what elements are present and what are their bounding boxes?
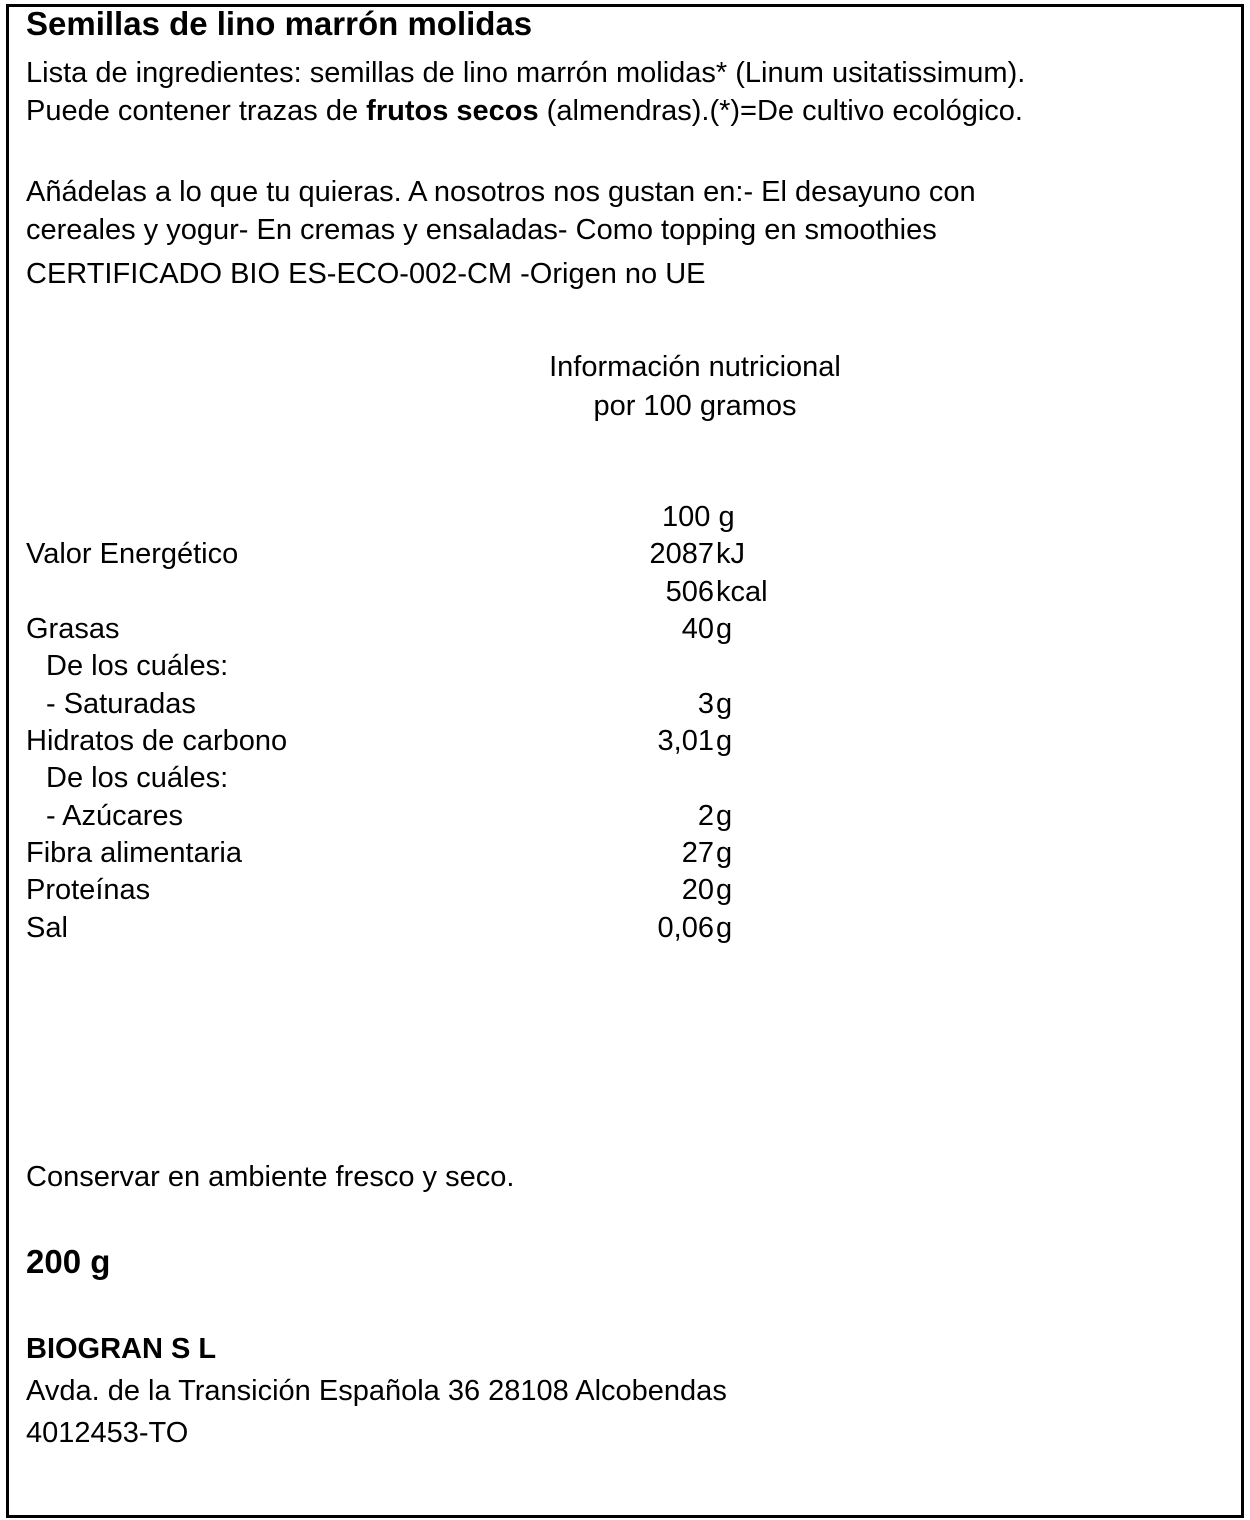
nutrition-value: 27 <box>681 837 714 869</box>
nutrition-value: 3,01 <box>657 725 714 757</box>
certification: CERTIFICADO BIO ES-ECO-002-CM -Origen no UE <box>26 258 706 290</box>
product-title: Semillas de lino marrón molidas <box>26 5 533 42</box>
nutrition-label: Proteínas <box>26 874 151 906</box>
nutrition-row <box>0 573 1230 611</box>
nutrition-row <box>0 797 1230 835</box>
nutrition-unit: g <box>716 837 733 869</box>
nutrition-row <box>0 759 1230 797</box>
nutrition-row <box>0 871 1230 909</box>
nutrition-unit: g <box>716 725 733 757</box>
allergen-nuts: frutos secos <box>366 95 539 127</box>
company-name: BIOGRAN S L <box>26 1333 217 1365</box>
nutrition-row <box>0 909 1230 947</box>
nutrition-value: 40 <box>681 613 714 645</box>
ingredients-line-2-post: (almendras).(*)=De cultivo ecológico. <box>538 95 1023 127</box>
nutrition-label: Fibra alimentaria <box>26 837 242 869</box>
nutrition-heading <box>495 348 895 426</box>
nutrition-unit: g <box>716 800 733 832</box>
nutrition-unit: g <box>716 912 733 944</box>
nutrition-value: 506 <box>665 576 714 608</box>
nutrition-row <box>0 685 1230 723</box>
nutrition-label: De los cuáles: <box>46 650 229 682</box>
nutrition-label: Hidratos de carbono <box>26 725 288 757</box>
nutrition-value: 3 <box>697 688 714 720</box>
nutrition-row <box>0 834 1230 872</box>
ingredients-line-2 <box>26 93 1023 129</box>
storage-instructions: Conservar en ambiente fresco y seco. <box>26 1161 515 1193</box>
nutrition-row <box>0 722 1230 760</box>
nutrition-label: Valor Energético <box>26 538 239 570</box>
nutrition-value: 0,06 <box>657 912 714 944</box>
nutrition-unit: g <box>716 688 733 720</box>
usage-line-2: cereales y yogur- En cremas y ensaladas- Como topping en smoothies <box>26 214 937 246</box>
ingredients-line-2-pre: Puede contener trazas de <box>26 95 367 127</box>
nutrition-unit: g <box>716 613 733 645</box>
nutrition-unit: kJ <box>716 538 745 570</box>
ingredients-line-1: Lista de ingredientes: semillas de lino marrón molidas* (Linum usitatissimum). <box>26 57 1026 89</box>
nutrition-column-header: 100 g <box>662 501 735 533</box>
nutrition-label: - Azúcares <box>46 800 183 832</box>
nutrition-unit: kcal <box>716 576 768 608</box>
nutrition-row <box>0 647 1230 685</box>
company-address: Avda. de la Transición Española 36 28108 Alcobendas <box>26 1375 727 1407</box>
nutrition-label: De los cuáles: <box>46 762 229 794</box>
nutrition-label: Grasas <box>26 613 120 645</box>
usage-line-1: Añádelas a lo que tu quieras. A nosotros nos gustan en:- El desayuno con <box>26 176 976 208</box>
nutrition-label: - Saturadas <box>46 688 196 720</box>
company-code: 4012453-TO <box>26 1417 189 1449</box>
nutrition-value: 2 <box>697 800 714 832</box>
nutrition-value: 20 <box>681 874 714 906</box>
nutrition-row <box>0 610 1230 648</box>
nutrition-value: 2087 <box>649 538 714 570</box>
nutrition-heading-line-1: Información nutricional <box>549 351 841 383</box>
nutrition-row <box>0 535 1230 573</box>
nutrition-label: Sal <box>26 912 68 944</box>
nutrition-heading-line-2: por 100 gramos <box>593 390 797 422</box>
net-weight: 200 g <box>26 1243 111 1280</box>
nutrition-unit: g <box>716 874 733 906</box>
